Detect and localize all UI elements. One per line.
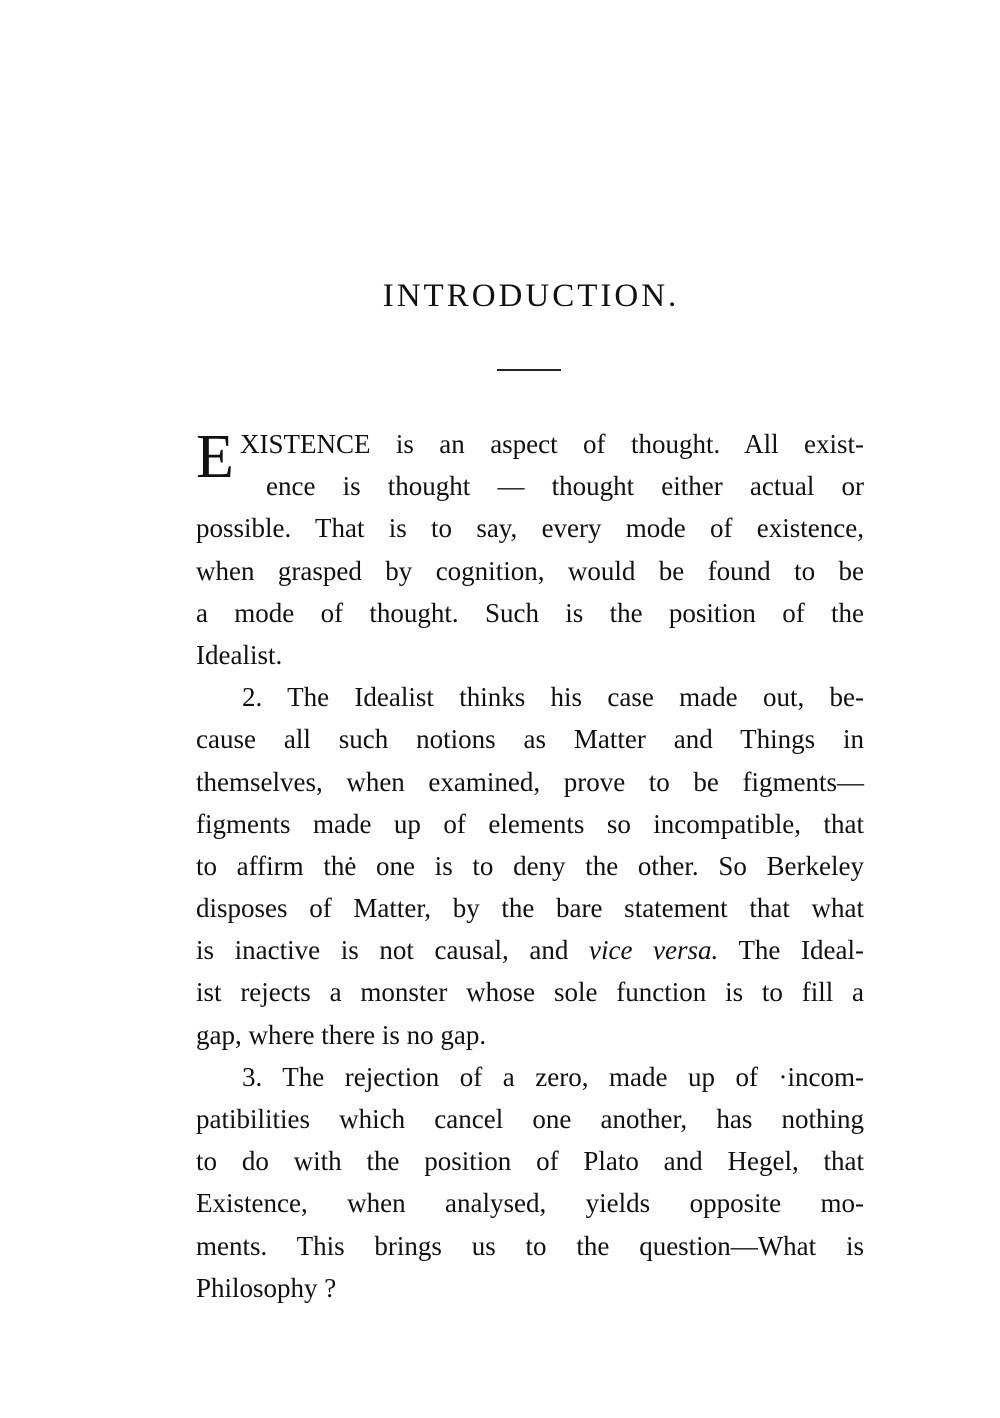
paragraph-line: ments. This brings us to the question—What is [196,1230,864,1261]
paragraph-line: E XISTENCE is an aspect of thought. All exist- [196,423,864,491]
paragraph-line: themselves, when examined, prove to be figments— [196,766,864,797]
paragraph-line: gap, where there is no gap. [196,1019,487,1050]
paragraph-line: when grasped by cognition, would be found to be [196,555,864,586]
paragraph-line: patibilities which cancel one another, has nothing [196,1104,864,1134]
paragraph-line: 2. The Idealist thinks his case made out, be- [242,682,864,713]
paragraph-line: to do with the position of Plato and Hegel, that [196,1146,864,1177]
italic-phrase: vice versa. [588,935,719,966]
paragraph-line: ence is thought — thought either actual or [266,471,864,502]
paragraph-line: figments made up of elements so incompatible, that [196,808,864,839]
paragraph-line: Philosophy ? [196,1272,337,1303]
paragraph-line: ist rejects a monster whose sole function is to fill a [196,977,864,1008]
paragraph-line: 3. The rejection of a zero, made up of ·incom- [242,1061,864,1092]
paragraph-line: is inactive is not causal, and vice versa. The Ideal- [196,935,865,966]
paragraph-line: possible. That is to say, every mode of existence, [196,513,864,544]
paragraph-line: a mode of thought. Such is the position of the [196,597,864,628]
paragraph-line: disposes of Matter, by the bare statement that what [196,893,864,924]
paragraph-2 [196,676,864,1056]
paragraph-line: to affirm thė one is to deny the other. So Berkeley [196,850,864,881]
paragraph-1 [196,423,864,676]
drop-cap: E [196,423,234,491]
heading-rule [497,369,561,371]
paragraph-line: cause all such notions as Matter and Things in [196,724,864,755]
chapter-heading: INTRODUCTION. [382,278,680,314]
body-text [196,423,864,1309]
paragraph-line: Existence, when analysed, yields opposite mo- [196,1188,864,1219]
paragraph-3 [196,1056,864,1309]
paragraph-line: Idealist. [196,639,283,670]
